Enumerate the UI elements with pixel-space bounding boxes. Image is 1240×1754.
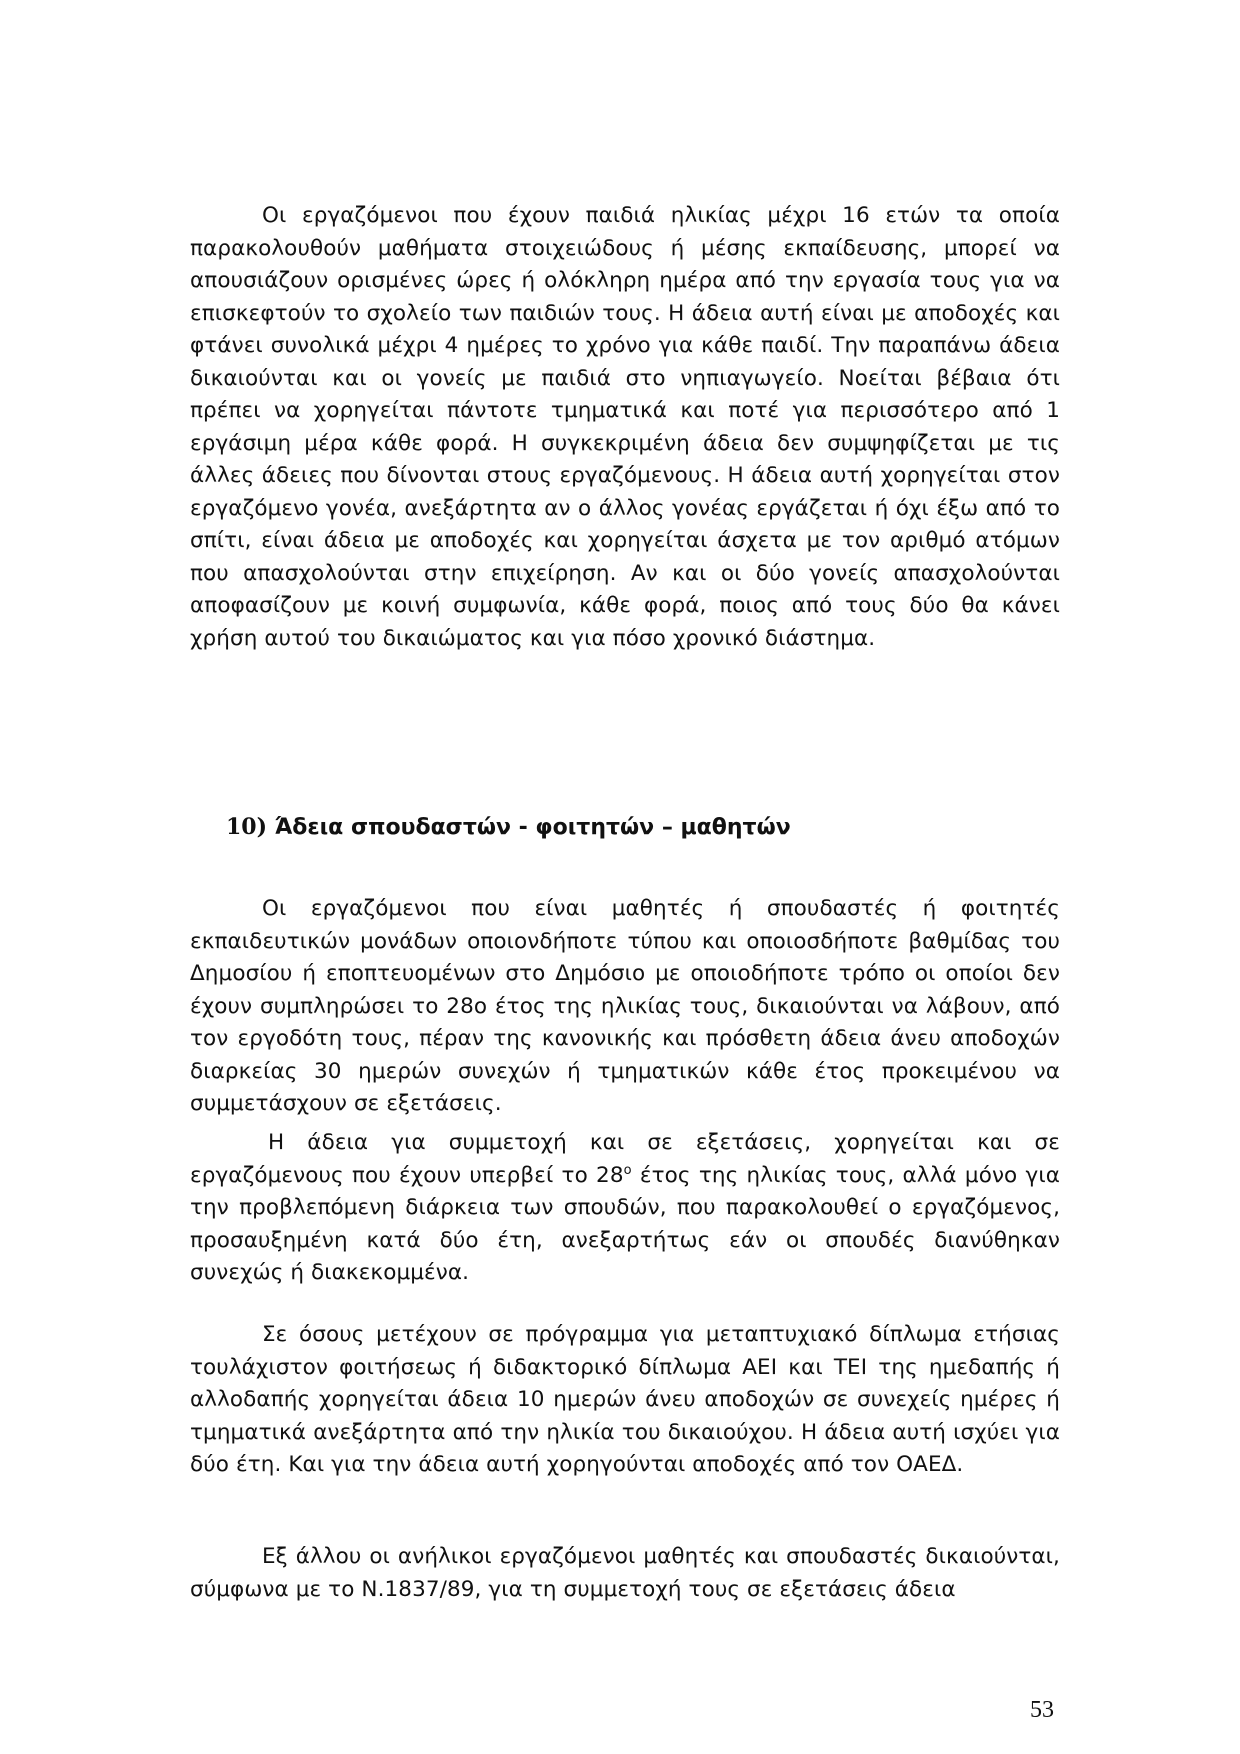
paragraph-parental-school-leave: Οι εργαζόμενοι που έχουν παιδιά ηλικίας μέχρι 16 ετών τα οποία παρακολουθούν μαθήματα στοιχειώδους ή μέσης εκπαίδευσης, μπορεί να απουσιάζουν ορισμένες ώρες ή ολόκληρη ημέρα από την εργασία τους για να επισκεφτούν το σχολείο των παιδιών τους. Η άδεια αυτή είναι με αποδοχές και φτάνει συνολικά μέχρι 4 ημέρες το χρόνο για κάθε παιδί. Την παραπάνω άδεια δικαιούνται και οι γονείς με παιδιά στο νηπιαγωγείο. Νοείται βέβαια ότι πρέπει να χορηγείται πάντοτε τμηματικά και ποτέ για περισσότερο από 1 εργάσιμη μέρα κάθε φορά. Η συγκεκριμένη άδεια δεν συμψηφίζεται με τις άλλες άδειες που δίνονται στους εργαζόμενους. Η άδεια αυτή χορηγείται στον εργαζόμενο γονέα, ανεξάρτητα αν ο άλλος γονέας εργάζεται ή όχι έξω από το σπίτι, είναι άδεια με αποδοχές και χορηγείται άσχετα με τον αριθμό ατόμων που απασχολούνται στην επιχείρηση. Αν και οι δύο γονείς απασχολούνται αποφασίζουν με κοινή συμφωνία, κάθε φορά, ποιος από τους δύο θα κάνει χρήση αυτού του δικαιώματος και για πόσο χρονικό διάστημα. xyxy=(190,203,1060,651)
page-number: 53 xyxy=(1030,1697,1054,1723)
section-title: Άδεια σπουδαστών - φοιτητών – μαθητών xyxy=(274,815,791,840)
section-number: 10) xyxy=(226,814,268,840)
ordinal-superscript: ο xyxy=(623,1162,632,1178)
paragraph-3-text-a: Η άδεια για συμμετοχή και σε εξετάσεις, χορηγείται και σε εργαζόμενους που έχουν υπερβεί το 28 xyxy=(190,1130,1060,1188)
paragraph-3-text-b: έτος της ηλικίας τους, αλλά μόνο για την προβλεπόμενη διάρκεια των σπουδών, που παρακολουθεί ο εργαζόμενος, προσαυξημένη κατά δύο έτη, ανεξαρτήτως εάν οι σπουδές διανύθηκαν συνεχώς ή διακεκομμένα. xyxy=(190,1162,1060,1285)
paragraph-exam-leave-over-28 xyxy=(190,1127,1060,1290)
paragraph-postgraduate-leave: Σε όσους μετέχουν σε πρόγραμμα για μεταπτυχιακό δίπλωμα ετήσιας τουλάχιστον φοιτήσεως ή διδακτορικό δίπλωμα ΑΕΙ και ΤΕΙ της ημεδαπής ή αλλοδαπής χορηγείται άδεια 10 ημερών άνευ αποδοχών σε συνεχείς ημέρες ή τμηματικά ανεξάρτητα από την ηλικία του δικαιούχου. Η άδεια αυτή ισχύει για δύο έτη. Και για την άδεια αυτή χορηγούνται αποδοχές από τον ΟΑΕΔ. xyxy=(190,1322,1060,1477)
paragraph-student-leave: Οι εργαζόμενοι που είναι μαθητές ή σπουδαστές ή φοιτητές εκπαιδευτικών μονάδων οποιονδήποτε τύπου και οποιοσδήποτε βαθμίδας του Δημοσίου ή εποπτευομένων στο Δημόσιο με οποιοδήποτε τρόπο οι οποίοι δεν έχουν συμπληρώσει το 28ο έτος της ηλικίας τους, δικαιούνται να λάβουν, από τον εργοδότη τους, πέραν της κανονικής και πρόσθετη άδεια άνευ αποδοχών διαρκείας 30 ημερών συνεχών ή τμηματικών κάθε έτος προκειμένου να συμμετάσχουν σε εξετάσεις. xyxy=(190,896,1060,1116)
section-heading xyxy=(226,812,791,843)
paragraph-minor-workers-leave: Εξ άλλου οι ανήλικοι εργαζόμενοι μαθητές και σπουδαστές δικαιούνται, σύμφωνα με το Ν.1837/89, για τη συμμετοχή τους σε εξετάσεις άδεια xyxy=(190,1544,1060,1602)
